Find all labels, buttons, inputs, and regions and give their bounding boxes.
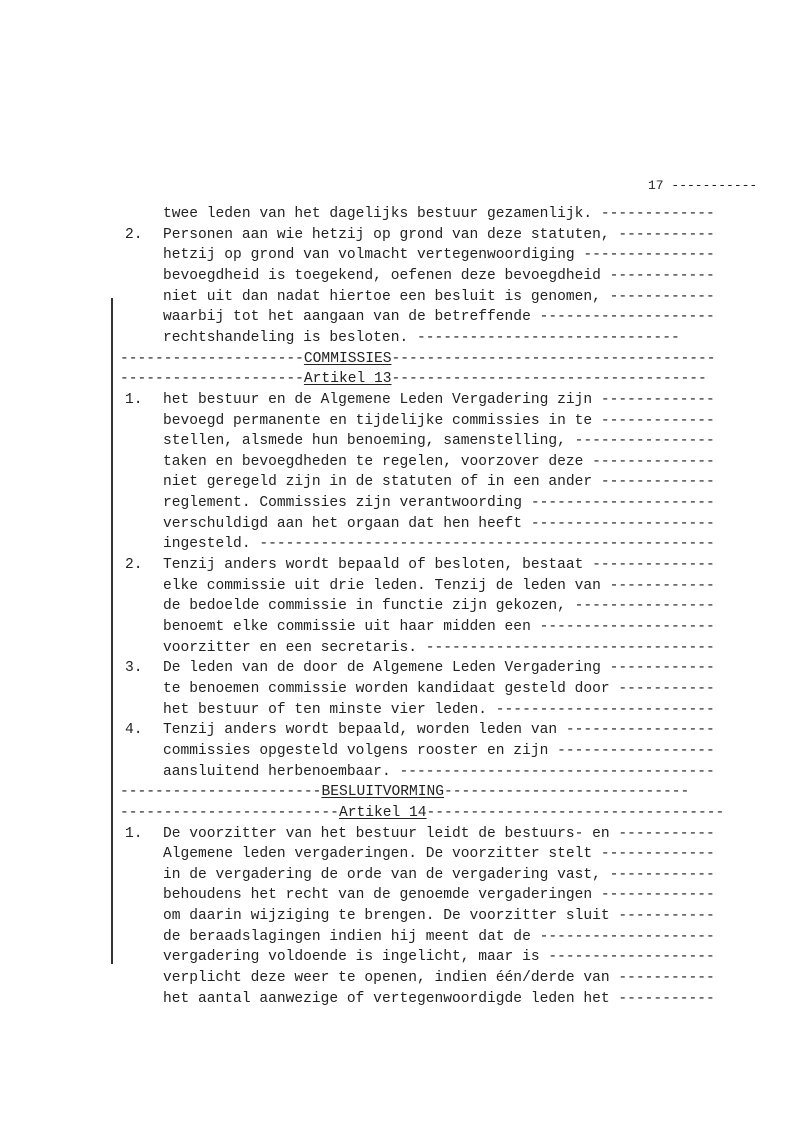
text-line: niet geregeld zijn in de statuten of in een ander ------------- <box>163 474 715 490</box>
text-line: rechtshandeling is besloten. ------------------------------ <box>163 330 680 346</box>
heading-leader: ---------------------------- <box>444 784 690 800</box>
heading-leader: ---------------------------------- <box>426 805 725 821</box>
text-line: het bestuur en de Algemene Leden Vergadering zijn ------------- <box>163 392 715 408</box>
heading-leader: --------------------- <box>120 351 304 367</box>
text-line: reglement. Commissies zijn verantwoording --------------------- <box>163 495 715 511</box>
text-line: benoemt elke commissie uit haar midden een -------------------- <box>163 619 715 635</box>
text-line: in de vergadering de orde van de vergadering vast, ------------ <box>163 867 715 883</box>
text-line: Algemene leden vergaderingen. De voorzitter stelt ------------- <box>163 846 715 862</box>
text-line: vergadering voldoende is ingelicht, maar is ------------------- <box>163 949 715 965</box>
text-line: ingesteld. ---------------------------------------------------- <box>163 536 715 552</box>
text-line: taken en bevoegdheden te regelen, voorzover deze -------------- <box>163 454 715 470</box>
section-heading-line <box>120 803 724 823</box>
list-number: 2. <box>125 557 143 573</box>
heading-leader: ------------------------- <box>120 805 339 821</box>
text-line: de beraadslagingen indien hij meent dat de -------------------- <box>163 929 715 945</box>
text-line: bevoegd permanente en tijdelijke commissies in te ------------- <box>163 413 715 429</box>
text-line: Tenzij anders wordt bepaald of besloten, bestaat -------------- <box>163 557 715 573</box>
list-number: 4. <box>125 722 143 738</box>
heading-leader: --------------------- <box>120 371 304 387</box>
text-line: behoudens het recht van de genoemde vergaderingen ------------- <box>163 887 715 903</box>
text-line: twee leden van het dagelijks bestuur gezamenlijk. ------------- <box>163 206 715 222</box>
text-line: Tenzij anders wordt bepaald, worden leden van ----------------- <box>163 722 715 738</box>
text-line: bevoegdheid is toegekend, oefenen deze bevoegdheid ------------ <box>163 268 715 284</box>
section-heading: COMMISSIES <box>303 351 392 367</box>
text-line: verplicht deze weer te openen, indien één/derde van ----------- <box>163 970 715 986</box>
text-line: commissies opgesteld volgens rooster en zijn ------------------ <box>163 743 715 759</box>
text-line: te benoemen commissie worden kandidaat gesteld door ----------- <box>163 681 715 697</box>
text-line: hetzij op grond van volmacht vertegenwoordiging --------------- <box>163 247 715 263</box>
heading-leader: ------------------------------------ <box>391 371 707 387</box>
text-line: waarbij tot het aangaan van de betreffende -------------------- <box>163 309 715 325</box>
text-line: elke commissie uit drie leden. Tenzij de leden van ------------ <box>163 578 715 594</box>
text-line: het aantal aanwezige of vertegenwoordigde leden het ----------- <box>163 991 715 1007</box>
section-heading-line <box>120 349 716 369</box>
text-line: stellen, alsmede hun benoeming, samenstelling, ---------------- <box>163 433 715 449</box>
section-heading-line <box>120 369 707 389</box>
page-number: 17 ----------- <box>648 178 758 193</box>
section-heading-line <box>120 782 689 802</box>
section-heading: Artikel 14 <box>338 805 427 821</box>
text-line: de bedoelde commissie in functie zijn gekozen, ---------------- <box>163 598 715 614</box>
text-line: het bestuur of ten minste vier leden. ------------------------- <box>163 702 715 718</box>
margin-change-bar <box>111 298 113 964</box>
text-line: om daarin wijziging te brengen. De voorzitter sluit ----------- <box>163 908 715 924</box>
text-line: niet uit dan nadat hiertoe een besluit is genomen, ------------ <box>163 289 715 305</box>
heading-leader: ----------------------- <box>120 784 322 800</box>
text-line: verschuldigd aan het orgaan dat hen heeft --------------------- <box>163 516 715 532</box>
list-number: 3. <box>125 660 143 676</box>
heading-leader: ------------------------------------- <box>391 351 716 367</box>
list-number: 1. <box>125 826 143 842</box>
section-heading: BESLUITVORMING <box>321 784 445 800</box>
list-number: 1. <box>125 392 143 408</box>
text-line: De voorzitter van het bestuur leidt de bestuurs- en ----------- <box>163 826 715 842</box>
list-number: 2. <box>125 227 143 243</box>
text-line: aansluitend herbenoembaar. ------------------------------------ <box>163 764 715 780</box>
text-line: voorzitter en een secretaris. --------------------------------- <box>163 640 715 656</box>
section-heading: Artikel 13 <box>303 371 392 387</box>
text-line: Personen aan wie hetzij op grond van deze statuten, ----------- <box>163 227 715 243</box>
text-line: De leden van de door de Algemene Leden Vergadering ------------ <box>163 660 715 676</box>
